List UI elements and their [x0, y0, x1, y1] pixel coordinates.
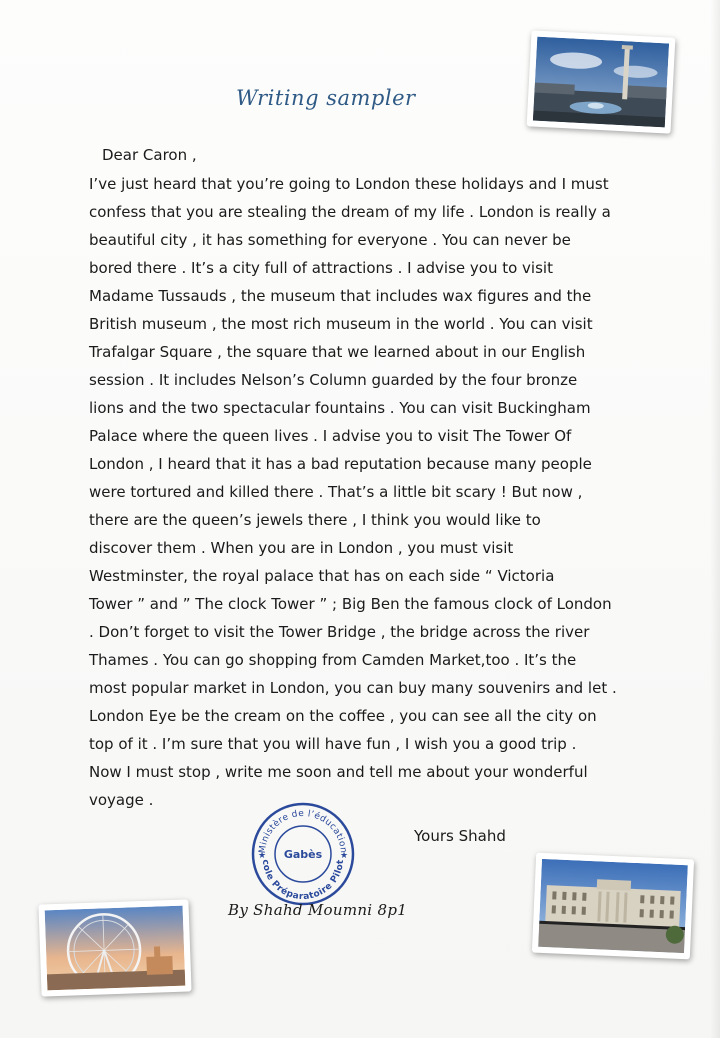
letter-line: Thames . You can go shopping from Camden Market,too . It’s the: [89, 651, 577, 669]
letter-line: bored there . It’s a city full of attractions . I advise you to visit: [89, 259, 553, 277]
letter-line: British museum , the most rich museum in the world . You can visit: [89, 315, 593, 333]
letter-line: lions and the two spectacular fountains . You can visit Buckingham: [89, 399, 591, 417]
letter-line: Palace where the queen lives . I advise you to visit The Tower Of: [89, 427, 572, 445]
signoff: Yours Shahd: [414, 827, 506, 845]
letter-line: Tower ” and ” The clock Tower ” ; Big Ben the famous clock of London: [89, 595, 612, 613]
letter-line: Madame Tussauds , the museum that includes wax figures and the: [89, 287, 592, 305]
letter-line: session . It includes Nelson’s Column guarded by the four bronze: [89, 371, 578, 389]
stamp-center-text: Gabès: [283, 848, 323, 861]
svg-text:★: ★: [340, 851, 349, 861]
page-title: Writing sampler: [236, 86, 416, 110]
letter-line: there are the queen’s jewels there , I think you would like to: [89, 511, 541, 529]
letter-line: voyage .: [89, 791, 154, 809]
letter-line: top of it . I’m sure that you will have fun , I wish you a good trip .: [89, 735, 577, 753]
buckingham-palace-photo: [532, 853, 694, 960]
letter-line: Trafalgar Square , the square that we learned about in our English: [89, 343, 586, 361]
greeting: Dear Caron ,: [102, 146, 197, 164]
school-stamp: [250, 801, 356, 907]
letter-line: confess that you are stealing the dream of my life . London is really a: [89, 203, 611, 221]
letter-line: London , I heard that it has a bad reputation because many people: [89, 455, 592, 473]
stamp-bottom-text: cole Préparatoire Pilot: [259, 859, 347, 903]
author-byline: By Shahd Moumni 8p1: [228, 901, 408, 919]
london-eye-photo: [38, 899, 191, 996]
letter-line: London Eye be the cream on the coffee , you can see all the city on: [89, 707, 597, 725]
letter-line: Westminster, the royal palace that has on each side “ Victoria: [89, 567, 555, 585]
letter-line: . Don’t forget to visit the Tower Bridge , the bridge across the river: [89, 623, 590, 641]
letter-line: I’ve just heard that you’re going to London these holidays and I must: [89, 175, 609, 193]
letter-line: beautiful city , it has something for everyone . You can never be: [89, 231, 571, 249]
letter-body: [89, 170, 654, 814]
trafalgar-square-photo: [527, 30, 676, 133]
svg-text:★: ★: [258, 851, 267, 861]
letter-line: Now I must stop , write me soon and tell me about your wonderful: [89, 763, 588, 781]
letter-line: discover them . When you are in London , you must visit: [89, 539, 514, 557]
stamp-top-text: Ministère de l’éducation: [257, 808, 349, 854]
page-edge-shadow: [710, 0, 720, 1038]
letter-line: were tortured and killed there . That’s a little bit scary ! But now ,: [89, 483, 583, 501]
letter-line: most popular market in London, you can buy many souvenirs and let .: [89, 679, 617, 697]
